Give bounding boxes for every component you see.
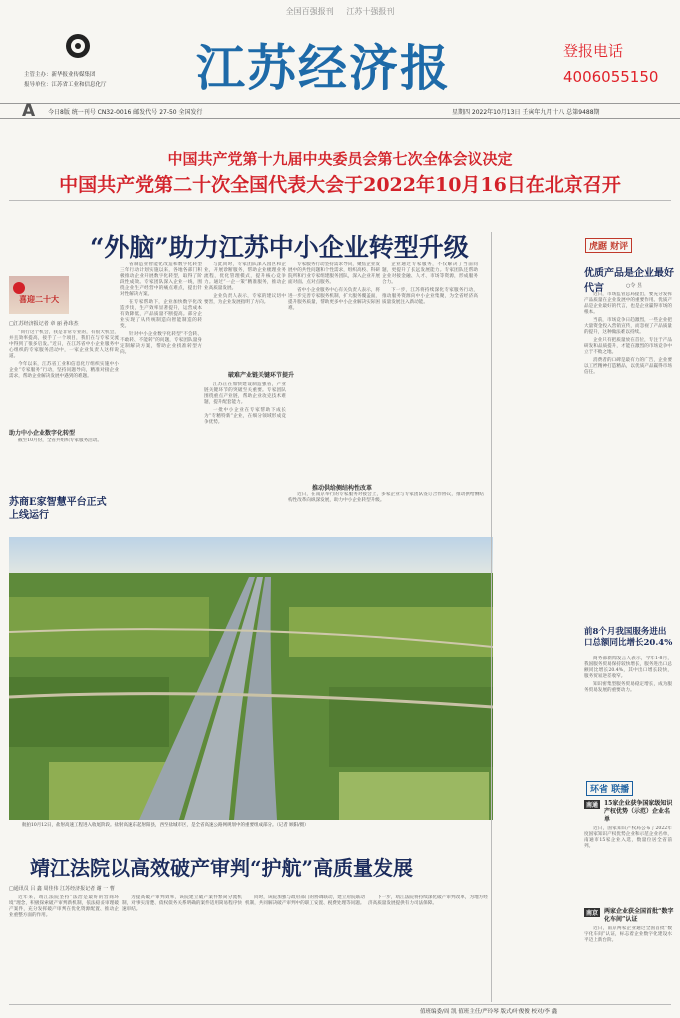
- sidebar-section-2: 环省 联播: [586, 781, 633, 796]
- footer-divider: [9, 1004, 671, 1005]
- lead-col-4: 专家服务行动坚持需求导向，聚焦企业发展中的共性问题和个性需求，组织高校、科研院所和行业专家组建服务团队，深入企业开展面对面、点对点服务。 省中小企业服务中心有关负责人表示，将进一步完善专家服务机制，扩大服务覆盖面，提升服务质量，帮助更多中小企业解决实际困难。: [288, 262, 380, 311]
- brief-1-label: 南通: [586, 802, 599, 809]
- info-left: 今日8版 统一刊号 CN32-0016 邮发代号 27-50 全国发行: [48, 109, 203, 116]
- lead-col-1b: 截至10月份，全省共组织专家服务活动。: [18, 438, 102, 443]
- second-title: 靖江法院以高效破产审判“护航”高质量发展: [30, 856, 414, 880]
- lead-title: “外脑”助力江苏中小企业转型升级: [90, 233, 469, 262]
- sidebar-col: 近日，市场监管总局提出，要充分发挥产品质量在企业发展中的重要作用。优质产品是企业最好的代言，也是企业赢得市场的根本。 当前，市场竞争日趋激烈，一些企业把大量资金投入营销宣传，而忽视了产品质量的提升，这种做法难以持续。 企业只有把质量放在首位，专注于产品研发和品质提升，才能在激烈的市场竞争中立于不败之地。 消费者的口碑是最有力的广告，企业要以工匠精神打造精品，以优质产品赢得市场信任。: [584, 292, 672, 375]
- second-col-4: 下一步，靖江法院将持续深化破产审判改革，为地方经济高质量发展提供有力司法保障。: [368, 895, 488, 906]
- lead-col-3: 与此同时，专家团队深入园区和企业，开展诊断服务，帮助企业梳理业务流程，优化管理模式，提升核心竞争力。通过“一企一策”精准服务，推动企业高质量发展。 企业负责人表示，专家的建议切中要害，为企业发展指明了方向。: [204, 262, 286, 305]
- brief-2-body: 近日，南京两家企业通过全国首批“数字化车间”认证，标志着企业数字化建设水平迈上新台阶。: [584, 926, 672, 943]
- brief-1-title: 15家企业获争国家级知识产权优势（示范）企业名单: [604, 800, 673, 823]
- slogan-1: 全国百强报刊: [285, 7, 334, 16]
- sponsor-logo: [66, 34, 90, 58]
- contact-phone: 4006055150: [563, 68, 659, 86]
- slogan-2: 江苏十强报刊: [346, 7, 395, 16]
- lead-col-1: “同行这个机会，我是非常专业的，有很大机会，并且效率提高，接手了一个项目，我们在与专家交流中得到了很多启发。”近日，在江苏省中小企业服务中心组织的专家服务活动中，一家企业负责人这样说道。 今年以来，江苏省工业和信息化厅组织实施中小企业“专家服务”行动，坚持问题导向，精准对接企业需求，帮助企业解决发展中遇到的难题。: [9, 330, 119, 379]
- brief-2-title: 两家企业获全国首批“数字化车间”认证: [604, 908, 674, 923]
- sidebar-divider: [491, 232, 492, 1002]
- top-slogans: [0, 6, 680, 17]
- masthead: 江苏经济报: [196, 39, 452, 97]
- lead-col-3b: 江苏正在加快建设制造强省，产业链关键环节的突破至关重要。专家团队围绕重点产业链，帮助企业攻克技术难题，提升配套能力。 一批中小企业在专家帮助下成长为“专精特新”企业，在细分领域形成竞争优势。: [204, 382, 286, 425]
- sponsor-line-2: 报导单位：江苏省工业和信息化厅: [24, 82, 107, 88]
- second-col-1: 近年来，靖江法院坚持“法治是最好的营商环境”理念，积极探索破产审判新机制，依法稳妥审理破产案件，充分发挥破产审判在优化资源配置、推动企业重整方面的作用。: [9, 895, 119, 918]
- second-byline: □通讯员 吕 鑫 周佳伟 江苏经济报记者 谢 一 曹: [9, 886, 115, 892]
- sidebar-column-name: 虎踞 财评: [585, 238, 632, 253]
- highway-aerial-photo: [9, 537, 493, 820]
- lead-col-2: 省制造业智能化改造和数字化转型三年行动计划实施以来，各地各部门积极推动企业开展数字化转型，取得了阶段性成效。专家团队深入企业一线，围绕企业生产经营中的痛点难点，提出针对性解决方案。 在专家帮助下，企业加快数字化改造步伐，生产效率显著提升，运营成本有效降低，产品质量不断提高。部分企业实现了从传统制造向智能制造的转变。 针对中小企业数字化转型“不会转、不敢转、不能转”的问题，专家团队量身定制解决方案，帮助企业找准转型方向。: [120, 262, 202, 355]
- second-col-2: 为提高破产审判效率，该院建立破产案件繁简分流机制，对事实清楚、债权债务关系明确的案件适用简易程序快速审结。: [122, 895, 242, 912]
- badge-label: 喜迎二十大: [19, 294, 59, 304]
- sidebar-story2-title: 前8个月我国服务进出口总额同比增长20.4%: [584, 627, 673, 648]
- side-story-title: 苏商E家智慧平台正式上线运行: [9, 497, 107, 521]
- lead-subhead-right: 推动供给侧结构性改革: [312, 485, 373, 492]
- brief-2-label: 南京: [586, 910, 599, 917]
- top-news-line-1: 中国共产党第十九届中央委员会第七次全体会议决定: [167, 150, 513, 168]
- top-news-line-2: 中国共产党第二十次全国代表大会于2022年10月16日在北京召开: [59, 174, 621, 196]
- second-col-3: 同时，该院加强与政府部门的协调联动，建立府院联动机制，共同解决破产审判中的职工安置、税费处理等问题。: [245, 895, 365, 906]
- sidebar-author: ○令 昱: [626, 283, 642, 289]
- lead-byline: □江苏经济报记者 章 丽 孙玮杰: [9, 321, 79, 327]
- edition-letter: A: [22, 101, 36, 121]
- divider: [9, 200, 671, 201]
- photo-caption: 航拍10月12日，盐射高速工程进入收尾阶段。盐射高速东起射阳县，西至盐城市区，是全省高速公路网规划中的重要组成部分。（记者 顾阳/摄）: [22, 823, 309, 828]
- sidebar-title: 优质产品是企业最好代言: [584, 268, 674, 294]
- info-right: 星期四 2022年10月13日 壬寅年九月十八 总第9488期: [452, 109, 600, 116]
- badge-image: [9, 276, 69, 314]
- lead-col-5: 企业通过专家服务，不仅解决了当前问题，更提升了长远发展能力。专家团队还帮助企业对接金融、人才、市场等资源，形成服务合力。 下一步，江苏将持续深化专家服务行动，推动服务资源向中小企业集聚，为全省经济高质量发展注入新动能。: [382, 262, 478, 305]
- lead-col-4b: 近日，在南京举行的专家服务对接会上，多家企业与专家团队签订合作协议，推动供给侧结构性改革向纵深发展，助力中小企业转型升级。: [288, 492, 484, 503]
- info-bar: [0, 103, 680, 119]
- footer-credits: 值班编委/周 凯 值班主任/严玲琴 版式/叶俊俊 校对/李 鑫: [420, 1009, 558, 1015]
- contact-label: 登报电话: [563, 42, 624, 60]
- sidebar-story2-body: 商务部新闻发言人表示，今年1-8月，我国服务贸易保持较快增长，服务进出口总额同比增长20.4%，其中出口增长较快，服务贸易逆差收窄。 知识密集型服务贸易稳定增长，成为服务贸易发展的重要动力。: [584, 656, 672, 693]
- photo-svg: [9, 537, 493, 820]
- lead-subhead-left: 助力中小企业数字化转型: [9, 430, 76, 437]
- brief-1-body: 近日，国家知识产权局公布了2022年度国家知识产权优势企业和示范企业名单，南通市15家企业入选，数量位居全省前列。: [584, 826, 672, 849]
- sponsor-line-1: 主管主办：新华报业传媒集团: [24, 72, 96, 78]
- lead-subhead-mid: 破难产业链关键环节提升: [228, 372, 295, 379]
